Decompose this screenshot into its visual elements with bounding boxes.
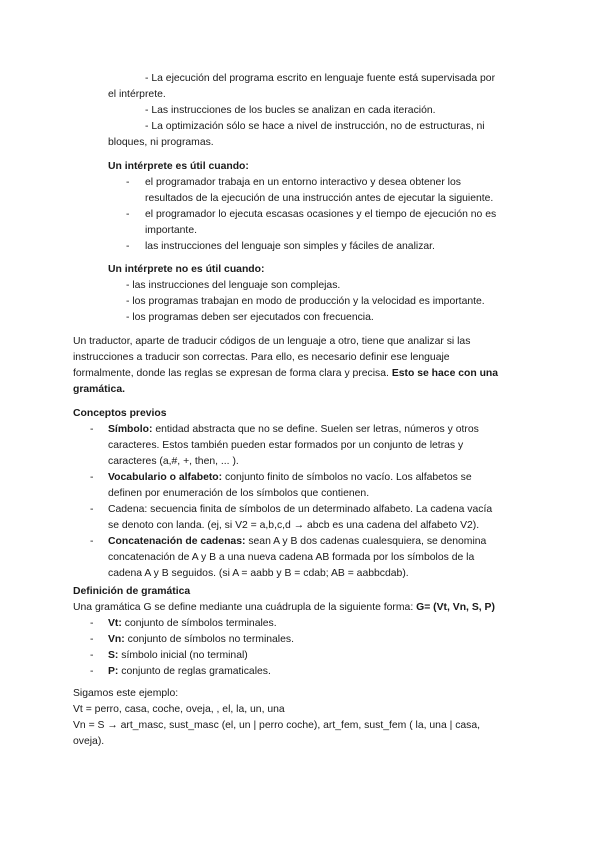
bullet: - (90, 504, 94, 515)
conceptos-heading: Conceptos previos (73, 408, 167, 419)
gramatica-section (73, 584, 563, 680)
bullet: - (90, 618, 94, 629)
ejemplo-line: Vt = perro, casa, coche, oveja, , el, la, un, una (73, 704, 285, 715)
list-item (108, 239, 548, 255)
definition: caracteres (a,#, +, then, ... ). (108, 456, 239, 467)
definition: sean A y B dos cadenas cualesquiera, se denomina (245, 536, 487, 547)
paragraph-line: instrucciones a traducir son correctas. Para ello, es necesario definir ese lenguaje (73, 352, 450, 363)
gramatica-heading: Definición de gramática (73, 586, 191, 597)
note-line: - La ejecución del programa escrito en lenguaje fuente está supervisada por (145, 73, 496, 84)
list-item (73, 534, 553, 582)
bullet: - (90, 536, 94, 547)
traductor-paragraph (73, 334, 553, 398)
interpreter-notes (108, 71, 548, 151)
definition: definen por enumeración de los símbolos que contienen. (108, 488, 370, 499)
list-item-text: el programador lo ejecuta escasas ocasiones y el tiempo de ejecución no es (145, 209, 497, 220)
definition: conjunto de símbolos no terminales. (124, 634, 294, 645)
paragraph-line: Un traductor, aparte de traducir códigos de un lenguaje a otro, tiene que analizar si las (73, 336, 471, 347)
list-item (73, 648, 563, 664)
list-item-text: el programador trabaja en un entorno interactivo y desea obtener los (145, 177, 461, 188)
list-item (73, 470, 553, 502)
util-section (108, 159, 548, 255)
term: Vt: (108, 618, 122, 629)
bullet: - (126, 177, 130, 188)
list-item: - los programas trabajan en modo de producción y la velocidad es importante. (126, 296, 485, 307)
bullet: - (126, 241, 130, 252)
bullet: - (126, 209, 130, 220)
definition: conjunto de reglas gramaticales. (118, 666, 271, 677)
list-item (73, 664, 563, 680)
intro-formula: G= (Vt, Vn, S, P) (416, 602, 495, 613)
definition: entidad abstracta que no se define. Suelen ser letras, números y otros (152, 424, 479, 435)
paragraph-text: formalmente, donde las reglas se expresan de forma clara y precisa. (73, 368, 392, 379)
list-item: - los programas deben ser ejecutados con frecuencia. (126, 312, 374, 323)
list-item-text: las instrucciones del lenguaje son simples y fáciles de analizar. (145, 241, 435, 252)
list-item: - las instrucciones del lenguaje son complejas. (126, 280, 341, 291)
list-item (108, 175, 548, 207)
term: Concatenación de cadenas: (108, 536, 246, 547)
no-util-heading: Un intérprete no es útil cuando: (108, 264, 265, 275)
list-item-text: importante. (145, 225, 197, 236)
list-item (108, 207, 548, 239)
ejemplo-section (73, 686, 563, 750)
util-heading: Un intérprete es útil cuando: (108, 161, 249, 172)
ejemplo-line: Vn = S → art_masc, sust_masc (el, un | perro coche), art_fem, sust_fem ( la, una | casa, (73, 720, 481, 731)
gramatica-intro (73, 600, 563, 616)
term: P: (108, 666, 119, 677)
bullet: - (90, 650, 94, 661)
term: Vocabulario o alfabeto: (108, 472, 223, 483)
definition: caracteres. Estos también pueden estar formados por un conjunto de letras y (108, 440, 464, 451)
list-item (73, 616, 563, 632)
paragraph-bold: Esto se hace con una (391, 368, 499, 379)
definition: conjunto finito de símbolos no vacío. Los alfabetos se (222, 472, 472, 483)
list-item (73, 502, 553, 534)
term: S: (108, 650, 119, 661)
bullet: - (90, 472, 94, 483)
note-line: bloques, ni programas. (108, 137, 214, 148)
term: Símbolo: (108, 424, 153, 435)
definition: conjunto de símbolos terminales. (121, 618, 277, 629)
intro-text: Una gramática G se define mediante una cuádrupla de la siguiente forma: (73, 602, 417, 613)
definition: concatenación de A y B a una nueva cadena AB formada por los símbolos de la (108, 552, 475, 563)
list-item (73, 632, 563, 648)
list-item-text: resultados de la ejecución de una instrucción antes de ejecutar la siguiente. (145, 193, 494, 204)
bullet: - (90, 424, 94, 435)
conceptos-section (73, 406, 553, 582)
note-line: el intérprete. (108, 89, 166, 100)
note-line: - La optimización sólo se hace a nivel de instrucción, no de estructuras, ni (145, 121, 485, 132)
definition: se denoto con landa. (ej, si V2 = a,b,c,d → abcb es una cadena del alfabeto V2). (108, 520, 480, 531)
definition: cadena A y B seguidos. (si A = aabb y B = cdab; AB = aabbcdab). (108, 568, 409, 579)
bullet: - (90, 634, 94, 645)
ejemplo-line: oveja). (73, 736, 105, 747)
definition: símbolo inicial (no terminal) (118, 650, 248, 661)
no-util-section (108, 262, 548, 326)
ejemplo-line: Sigamos este ejemplo: (73, 688, 179, 699)
bullet: - (90, 666, 94, 677)
definition: Cadena: secuencia finita de símbolos de un determinado alfabeto. La cadena vacía (108, 504, 493, 515)
note-line: - Las instrucciones de los bucles se analizan en cada iteración. (145, 105, 436, 116)
paragraph-line (73, 366, 553, 382)
paragraph-bold: gramática. (73, 384, 125, 395)
term: Vn: (108, 634, 125, 645)
list-item (73, 422, 553, 470)
